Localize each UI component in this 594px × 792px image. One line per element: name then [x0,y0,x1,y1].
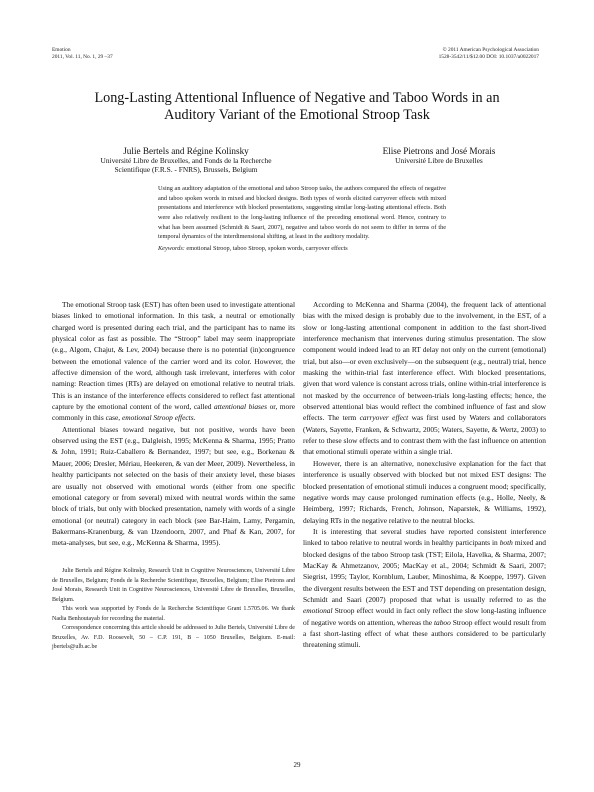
text-run: or, more commonly in this case, [52,402,295,423]
paragraph [303,526,546,651]
funding-note: This work was supported by Fonds de la Recherche Scientifique Grant 1.5705.06. We thank Nadia Benhoutayab for recording the material. [52,606,295,622]
author-block-right [330,146,548,165]
body-column-left [52,299,295,549]
abstract [158,184,446,254]
keywords-label: Keywords: [158,244,185,252]
affiliation-right-1: Université Libre de Bruxelles [395,156,483,165]
affiliation-left-1: Université Libre de Bruxelles, and Fonds de la Recherche [100,156,272,165]
text-run: mixed and blocked designs of the taboo Stroop task (TST; Eilola, Havelka, & Sharma, 2007; MacKay & Ahmetzanov, 2005; MacKay et al., 2004; Schmidt & Saari, 2007; Siegrist, 1995; Taylor, Kornblum, Lauber, Minoshima, & Koeppe, 1997). Given the divergent results between the EST and TST depending on presentation design, Schmidt and Saari (2007) proposed that what is usually referred to as the [303,538,546,604]
text-run: Stroop effect would in fact only reflect the slow long-lasting influence of negative words on attention, whereas the [303,606,546,627]
text-run: The emotional Stroop task (EST) has often been used to investigate attentional biases linked to emotional information. In this task, a neutral or emotionally charged word is presented during each trial, and the participant has to name its physical color as fast as possible. The “Stroop” label may seem inappropriate (e.g., Algom, Chajut, & Lev, 2004) because there is no potential (in)congruence between the emotional valence of the carrier word and its color. However, the affective dimension of the word, although task irrelevant, interferes with color naming: Reaction times (RTs) are delayed on emotional relative to neutral trials. This is an instance of the interference effects considered to reflect fast attentional capture by the emotional content of the word, called [52,300,295,412]
italic-term: attentional biases [214,402,268,412]
author-note: Julie Bertels and Régine Kolinsky, Research Unit in Cognitive Neurosciences, Université Libre de Bruxelles, Belgium; Fonds de la Recherche Scientifique, Bruxelles, Belgium; Elise Pietrons and José Morais, Research Unit in Cognitive Neurosciences, Université Libre de Bruxelles, Bruxelles, Belgium. [52,568,295,603]
text-run: According to McKenna and Sharma (2004), the frequent lack of attentional bias with the mixed design is probably due to the involvement, in the EST, of a slow or long-lasting attentional component in addition to the fast short-lived interference mechanism that intervenes during stimulus presentation. The slow component would indeed lead to an RT delay not only on the current (emotional) trial, but also—or even exclusively—on the subsequent (e.g., neutral) trial, hence masking the within-trial fast interference effect. With blocked presentations, given that word valence is constant across trials, online within-trial interference is not masked by the occurrence of between-trials long-lasting effects; hence, the observed attentional bias would reflect the combined influence of fast and slow effects. The term [303,300,546,423]
abstract-text: Using an auditory adaptation of the emotional and taboo Stroop tasks, the authors compared the effects of negative and taboo spoken words in mixed and blocked designs. Both types of words elicited carryover effects with mixed presentations and interference with blocked presentations, suggesting similar long-lasting attentional effects. Both were also relatively resilient to the long-lasting influence of the preceding emotional word. Hence, contrary to what has been assumed (Schmidt & Saari, 2007), negative and taboo words do not seem to differ in terms of the temporal dynamics of the interdimensional shifting, at least in the auditory modality. [158,185,446,241]
text-run: . [193,413,196,423]
article-title [40,90,554,124]
italic-term: emotional [303,606,333,616]
keywords-line [158,244,446,254]
correspondence-note: Correspondence concerning this article should be addressed to Julie Bertels, Université Libre de Bruxelles, Av. F.D. Roosevelt, 50 – C.P. 191, B – 1050 Bruxelles, Belgium. E-mail: jbertels@ulb.ac.be [52,625,295,651]
copyright-notice: © 2011 American Psychological Association [442,47,539,53]
journal-header [52,47,113,61]
issn-doi: 1528-3542/11/$12.00 DOI: 10.1037/a0022017 [438,54,539,60]
author-names-left: Julie Bertels and Régine Kolinsky [123,146,249,156]
page-number: 29 [293,761,301,769]
italic-term: emotional Stroop effects [122,413,194,423]
text-run: It is interesting that several studies have reported consistent interference linked to taboo relative to neutral words in healthy participants in [303,526,546,548]
paragraph: Attentional biases toward negative, but not positive, words have been observed using the EST (e.g., Dalgleish, 1995; McKenna & Sharma, 1995; Pratto & John, 1991; Ruiz-Caballero & Bernandez, 1997; but see, e.g., Borkenau & Mauer, 2006; Dresler, Mériau, Heekeren, & van der Meer, 2009). Nevertheless, in healthy participants not selected on the basis of their anxiety level, these biases are usually not observed with emotional words (either from one specific emotional category or from several) mixed with neutral words within the same block of trials, but only with blocked presentation, namely with words of a single emotional (or neutral) category in each block (see Bar-Haim, Lamy, Pergamin, Bakermans-Kranenburg, & van IJzendoorn, 2007, and Phaf & Kan, 2007, for meta-analyses, but see, e.g., McKenna & Sharma, 1995). [52,424,295,548]
paragraph [52,299,295,424]
title-line-1: Long-Lasting Attentional Influence of Negative and Taboo Words in an [94,90,500,106]
footnotes [52,567,295,653]
keywords-list: emotional Stroop, taboo Stroop, spoken words, carryover effects [184,244,348,252]
author-block-left [52,146,320,175]
text-run: Stroop effect would result from a fast short-lasting effect of what these authors considered to be particularly threatening stimuli. [303,617,546,650]
italic-term: carryover effect [359,413,409,423]
copyright-header [439,47,539,61]
author-names-right: Elise Pietrons and José Morais [382,146,496,156]
affiliation-left-2: Scientifique (F.R.S. - FNRS), Brussels, Belgium [114,165,258,175]
text-run: was first used by Waters and collaborators (Waters, Sayette, Franken, & Schwartz, 2005; Waters, Sayette, & Wertz, 2003) to refer to these slow effects and to contrast them with the fast influence on attention that emotional stimuli operate within a single trial. [303,413,546,457]
paragraph: However, there is an alternative, nonexclusive explanation for the fact that interference is usually observed with blocked but not mixed EST designs: The blocked presentation of emotional stimuli induces a congruent mood; specifically, negative words may cause prolonged rumination effects (e.g., Holle, Neely, & Heimberg, 1997; Richards, French, Johnson, Naparstek, & Williams, 1992), delaying RTs in the negative relative to the neutral blocks. [303,458,546,525]
italic-term: taboo [433,617,451,627]
italic-term: both [499,538,513,548]
paragraph [303,299,546,458]
title-line-2: Auditory Variant of the Emotional Stroop Task [164,107,430,123]
journal-volume: 2011, Vol. 11, No. 1, 29 –37 [52,54,113,60]
body-column-right [303,299,546,651]
journal-name: Emotion [52,47,71,53]
